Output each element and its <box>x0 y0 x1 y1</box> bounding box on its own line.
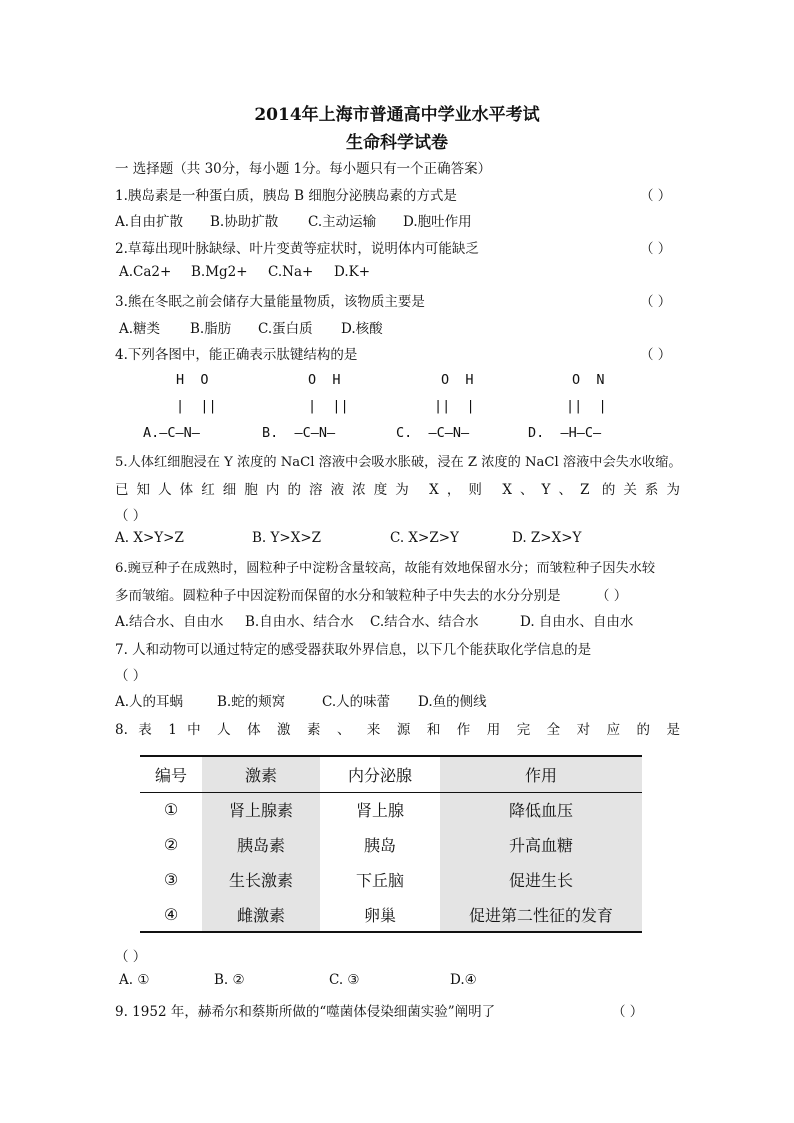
q5-option-d: D. Z>X>Y <box>512 530 582 546</box>
table-header-cell: 激素 <box>202 756 320 792</box>
table-cell: 胰岛 <box>363 836 396 855</box>
q1-option-a: A.自由扩散 <box>115 214 184 230</box>
q4-structure-a-chain: A.—C—N— <box>143 425 200 441</box>
q8-option-a: A. ① <box>119 972 150 988</box>
q4-structure-b-top: O H <box>308 372 341 388</box>
q6-answer-paren: （ ） <box>596 588 628 604</box>
q4-answer-paren: （ ） <box>640 347 672 363</box>
q8-stem: 8. 表 1 中 人 体 激 素 、 来 源 和 作 用 完 全 对 应 的 是 <box>115 722 680 738</box>
table-cell: 卵巢 <box>320 897 440 932</box>
q8-option-b: B. ② <box>214 972 245 988</box>
q6-option-b: B.自由水、结合水 <box>245 614 354 630</box>
q4-structure-d-top: O N <box>572 372 605 388</box>
table-cell: 雌激素 <box>202 897 320 932</box>
table-row <box>140 862 642 897</box>
q4-structure-d-chain: D. —H—C— <box>528 425 602 441</box>
q3-option-d: D.核酸 <box>341 321 383 337</box>
q8-answer-paren: （ ） <box>115 949 147 965</box>
table-cell: 降低血压 <box>440 792 642 827</box>
table-cell: 肾上腺 <box>355 801 404 821</box>
section-heading: 一 选择题（共 30分，每小题 1分。每小题只有一个正确答案） <box>115 161 492 177</box>
q2-option-c: C.Na+ <box>268 264 314 280</box>
q9-stem: 9. 1952 年，赫希尔和蔡斯所做的“噬菌体侵染细菌实验”阐明了 <box>115 1004 496 1020</box>
q7-option-a: A.人的耳蜗 <box>115 694 184 710</box>
q5-stem-line1: 5.人体红细胞浸在 Y 浓度的 NaCl 溶液中会吸水胀破，浸在 Z 浓度的 NaCl 溶液中会失水收缩。 <box>115 455 682 470</box>
q7-option-c: C.人的味蕾 <box>322 694 391 710</box>
exam-title: 2014年上海市普通高中学业水平考试 <box>254 105 540 125</box>
q4-structure-d-bonds: || | <box>566 398 607 414</box>
table-cell: ① <box>163 800 179 820</box>
table-cell: ② <box>163 835 179 854</box>
q5-answer-paren: （ ） <box>115 508 147 524</box>
q9-answer-paren: （ ） <box>612 1004 644 1020</box>
q1-stem: 1.胰岛素是一种蛋白质，胰岛 B 细胞分泌胰岛素的方式是 <box>115 188 457 204</box>
table-row <box>140 792 642 827</box>
exam-subtitle: 生命科学试卷 <box>346 133 448 153</box>
table-cell: 下丘脑 <box>355 871 404 890</box>
table-cell: 肾上腺素 <box>202 792 320 827</box>
q7-option-b: B.蛇的颊窝 <box>217 694 286 710</box>
table-row <box>140 897 642 932</box>
table-cell: ④ <box>140 897 202 932</box>
q4-structure-b-chain: B. —C—N— <box>262 425 336 441</box>
table-header-cell: 内分泌腺 <box>320 756 440 792</box>
q5-stem-line2: 已知人体红细胞内的溶液浓度为 X，则 X、Y、Z 的关系为 <box>115 482 680 498</box>
q4-structure-c-top: O H <box>441 372 474 388</box>
q2-answer-paren: （ ） <box>640 241 672 257</box>
q7-answer-paren: （ ） <box>115 668 147 684</box>
q6-option-d: D. 自由水、自由水 <box>520 614 634 630</box>
q2-option-a: A.Ca2+ <box>119 264 172 280</box>
q8-option-d: D.④ <box>450 972 477 988</box>
table-cell: 促进第二性征的发育 <box>440 897 642 932</box>
q4-structure-b-bonds: | || <box>308 398 349 414</box>
table-cell: ③ <box>163 870 179 889</box>
q1-option-d: D.胞吐作用 <box>403 214 472 230</box>
q2-option-b: B.Mg2+ <box>191 264 248 280</box>
q5-option-c: C. X>Z>Y <box>390 530 459 546</box>
q4-structure-c-chain: C. —C—N— <box>396 425 470 441</box>
q3-answer-paren: （ ） <box>640 294 672 310</box>
q3-stem: 3.熊在冬眠之前会储存大量能量物质，该物质主要是 <box>115 294 425 310</box>
q3-option-b: B.脂肪 <box>190 321 232 337</box>
q4-structure-a-bonds: | || <box>176 398 217 414</box>
q1-option-c: C.主动运输 <box>308 214 377 230</box>
q7-option-d: D.鱼的侧线 <box>418 694 487 710</box>
table-header-cell: 编号 <box>140 756 202 792</box>
table-cell: 胰岛素 <box>202 827 320 862</box>
q4-stem: 4.下列各图中，能正确表示肽键结构的是 <box>115 347 358 363</box>
q5-option-a: A. X>Y>Z <box>115 530 184 546</box>
q6-option-a: A.结合水、自由水 <box>115 614 224 630</box>
q4-structure-a-top: H O <box>176 372 209 388</box>
table-cell: 促进生长 <box>440 862 642 897</box>
q6-option-c: C.结合水、结合水 <box>370 614 479 630</box>
table-header-row <box>140 756 642 792</box>
table-row <box>140 827 642 862</box>
q1-option-b: B.协助扩散 <box>210 214 279 230</box>
table-cell: 生长激素 <box>202 862 320 897</box>
q3-option-c: C.蛋白质 <box>258 321 313 337</box>
q7-stem: 7. 人和动物可以通过特定的感受器获取外界信息，以下几个能获取化学信息的是 <box>115 642 592 658</box>
q8-option-c: C. ③ <box>329 972 360 988</box>
q6-stem-line1: 6.豌豆种子在成熟时，圆粒种子中淀粉含量较高，故能有效地保留水分；而皱粒种子因失水较 <box>115 561 656 576</box>
hormone-table <box>140 755 642 933</box>
q3-option-a: A.糖类 <box>119 321 161 337</box>
q2-stem: 2.草莓出现叶脉缺绿、叶片变黄等症状时，说明体内可能缺乏 <box>115 241 479 257</box>
q5-option-b: B. Y>X>Z <box>252 530 322 546</box>
q2-option-d: D.K+ <box>334 264 371 280</box>
q6-stem-line2: 多而皱缩。圆粒种子中因淀粉而保留的水分和皱粒种子中失去的水分分别是 <box>115 588 561 604</box>
q4-structure-c-bonds: || | <box>434 398 475 414</box>
table-cell: 升高血糖 <box>440 827 642 862</box>
q1-answer-paren: （ ） <box>640 188 672 204</box>
table-header-cell: 作用 <box>440 756 642 792</box>
